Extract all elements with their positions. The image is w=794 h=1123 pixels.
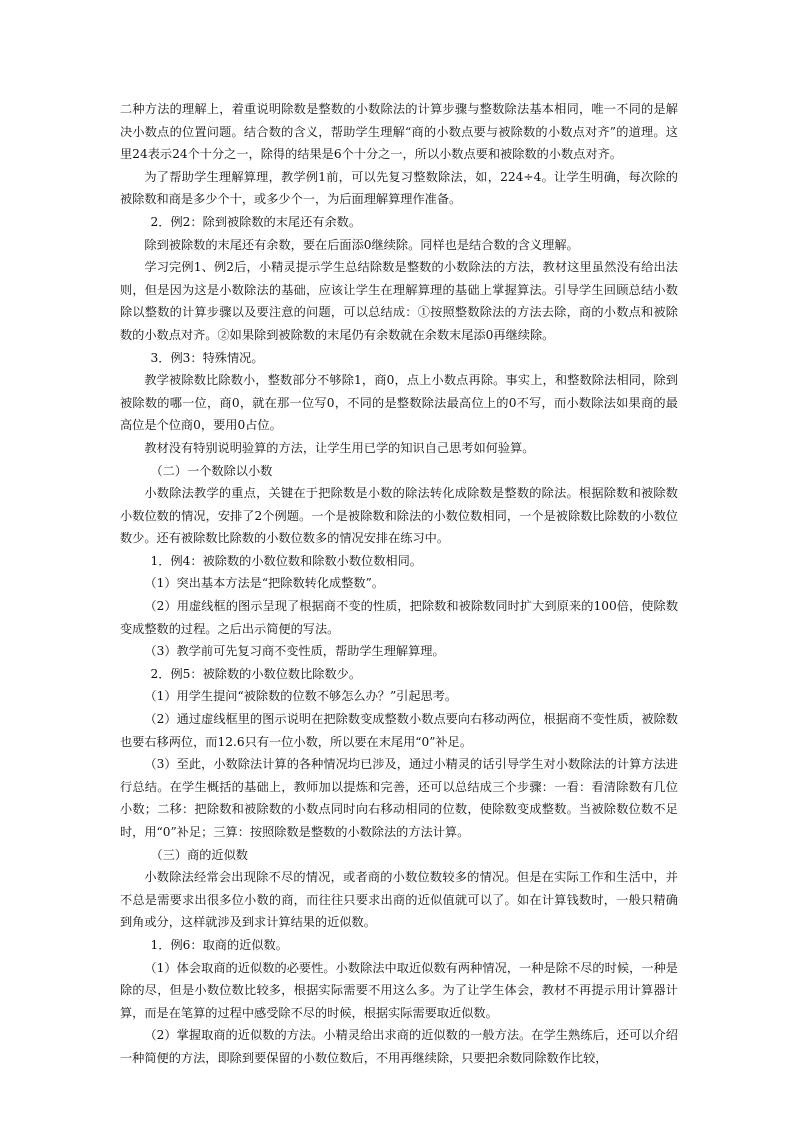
paragraph: （1）用学生提问“被除数的位数不够怎么办？”引起思考。 [144,689,458,704]
section-heading: 3．例3：特殊情况。 [150,350,264,365]
paragraph: 小数除法教学的重点，关键在于把除数是小数的除法转化成除数是整数的除法。根据除数和被除数小数位数的情况，安排了2个例题。一个是被除数和除法的小数位数相同，一个是被除数比除数的小数位数少。还有被除数比除数的小数位数多的情况安排在练习中。 [120,486,678,546]
paragraph: 小数除法经常会出现除不尽的情况，或者商的小数位数较多的情况。但是在实际工作和生活中，并不总是需要求出很多位小数的商，而往往只要求出商的近似值就可以了。如在计算钱数时，一般只精确到角或分，这样就涉及到求计算结果的近似数。 [120,870,678,930]
section-heading: 1．例4：被除数的小数位数和除数小数位数相同。 [150,553,422,568]
paragraph: （2）掌握取商的近似数的方法。小精灵给出求商的近似数的一般方法。在学生熟练后，还可以介绍一种简便的方法，即除到要保留的小数位数后，不用再继续除，只要把余数同除数作比较， [120,1028,678,1065]
paragraph: （1）突出基本方法是“把除数转化成整数”。 [144,576,384,591]
paragraph: （2）通过虚线框里的图示说明在把除数变成整数小数点要向右移动两位，根据商不变性质，被除数也要右移两位，而12.6只有一位小数，所以要在末尾用“0”补足。 [120,712,678,749]
section-heading: 1．例6：取商的近似数。 [150,937,288,952]
section-heading: 2．例2：除到被除数的末尾还有余数。 [150,214,362,229]
paragraph: 为了帮助学生理解算理，教学例1前，可以先复习整数除法，如，224÷4。让学生明确，每次除的被除数和商是多少个十，或多少个一，为后面理解算理作准备。 [120,169,678,207]
document-body [120,98,678,1070]
section-heading: 2．例5：被除数的小数位数比除数少。 [150,666,362,681]
paragraph: （2）用虚线框的图示呈现了根据商不变的性质，把除数和被除数同时扩大到原来的100倍，使除数变成整数的过程。之后出示简便的写法。 [120,599,678,636]
paragraph: （3）至此，小数除法计算的各种情况均已涉及，通过小精灵的话引导学生对小数除法的计算方法进行总结。在学生概括的基础上，教师加以提炼和完善，还可以总结成三个步骤：一看：看清除数有几位小数；二移：把除数和被除数的小数点同时向右移动相同的位数，使除数变成整数。当被除数位数不足时，用“0”补足；三算：按照除数是整数的小数除法的方法计算。 [120,757,678,839]
subsection-heading: （三）商的近似数 [150,847,248,862]
paragraph: 二种方法的理解上，着重说明除数是整数的小数除法的计算步骤与整数除法基本相同，唯一不同的是解决小数点的位置问题。结合数的含义，帮助学生理解“商的小数点要与被除数的小数点对齐”的道理。这里24表示24个十分之一，除得的结果是6个十分之一，所以小数点要和被除数的小数点对齐。 [120,102,678,162]
paragraph: （3）教学前可先复习商不变性质，帮助学生理解算理。 [144,644,445,659]
paragraph: （1）体会取商的近似数的必要性。小数除法中取近似数有两种情况，一种是除不尽的时候，一种是除的尽，但是小数位数比较多，根据实际需要不用这么多。为了让学生体会，教材不再提示用计算器计算，而是在笔算的过程中感受除不尽的时候，根据实际需要取近似数。 [120,960,678,1020]
subsection-heading: （二）一个数除以小数 [150,463,273,478]
paragraph: 学习完例1、例2后，小精灵提示学生总结除数是整数的小数除法的方法，教材这里虽然没有给出法则，但是因为这是小数除法的基础，应该让学生在理解算理的基础上掌握算法。引导学生回顾总结小数除以整数的计算步骤以及要注意的问题，可以总结成：①按照整数除法的方法去除，商的小数点和被除数的小数点对齐。②如果除到被除数的末尾仍有余数就在余数末尾添0再继续除。 [120,260,678,342]
paragraph: 教学被除数比除数小，整数部分不够除1，商0，点上小数点再除。事实上，和整数除法相同，除到被除数的哪一位，商0，就在那一位写0，不同的是整数除法最高位上的0不写，而小数除法如果商的最高位是个位商0，要用0占位。 [120,373,678,433]
paragraph: 除到被除数的末尾还有余数，要在后面添0继续除。同样也是结合数的含义理解。 [144,237,579,252]
paragraph: 教材没有特别说明验算的方法，让学生用已学的知识自己思考如何验算。 [144,440,535,455]
